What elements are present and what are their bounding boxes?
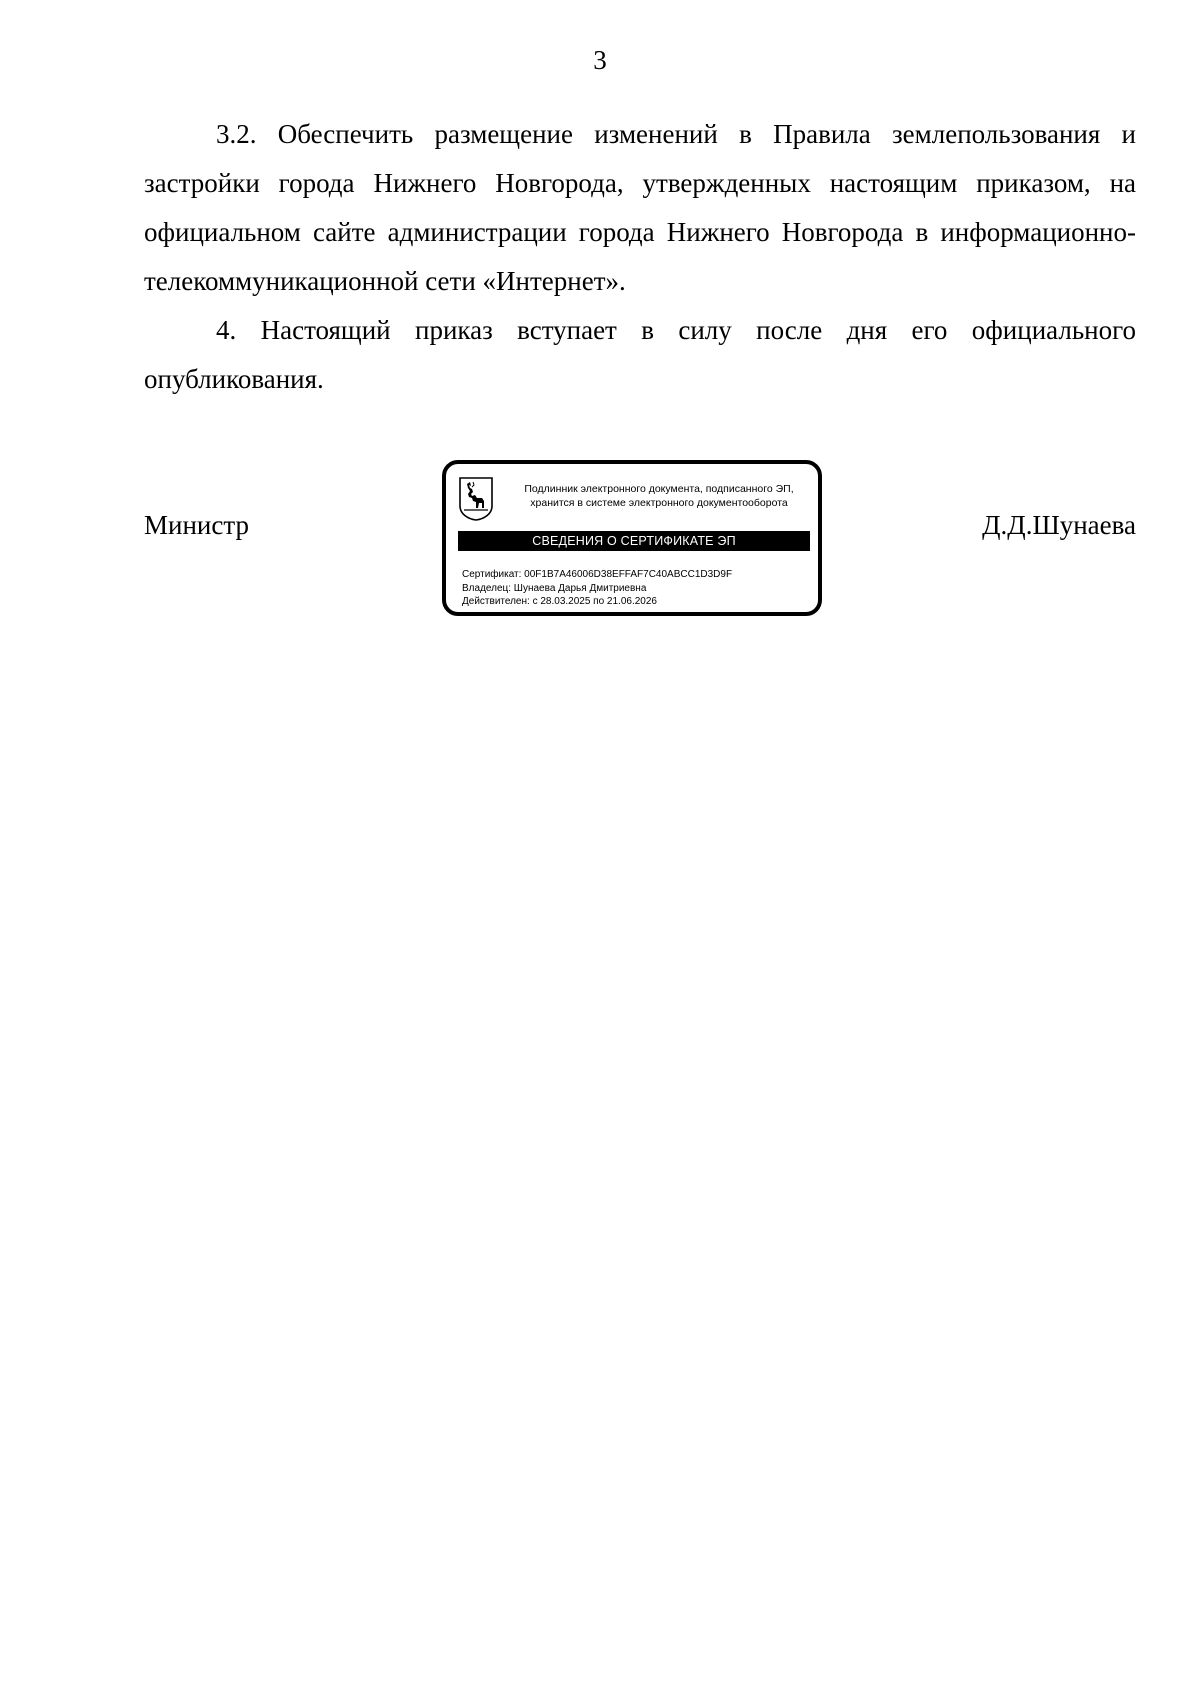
- stamp-title-bar: СВЕДЕНИЯ О СЕРТИФИКАТЕ ЭП: [458, 531, 810, 551]
- document-body: [144, 110, 1136, 404]
- signer-title: Министр: [144, 510, 249, 540]
- paragraph-4: 4. Настоящий приказ вступает в силу после дня его официального опубликования.: [144, 315, 1136, 394]
- deer-coat-of-arms-icon: [458, 476, 494, 522]
- signature-block: [144, 460, 1136, 620]
- stamp-header-line-1: Подлинник электронного документа, подписанного ЭП,: [524, 483, 794, 495]
- certificate-owner: Владелец: Шунаева Дарья Дмитриевна: [462, 582, 647, 594]
- paragraph-3-2: 3.2. Обеспечить размещение изменений в Правила землепользования и застройки города Нижнего Новгорода, утвержденных настоящим приказом, на официальном сайте администрации города Нижнего Новгорода в информационно-телекоммуникационной сети «Интернет».: [144, 119, 1136, 296]
- signer-name: Д.Д.Шунаева: [982, 510, 1136, 540]
- certificate-validity: Действителен: с 28.03.2025 по 21.06.2026: [462, 596, 657, 607]
- stamp-header-line-2: хранится в системе электронного документооборота: [530, 497, 788, 509]
- page-number: 3: [593, 45, 607, 75]
- certificate-number: Сертификат: 00F1B7A46006D38EFFAF7C40ABCC1D3D9F: [462, 569, 733, 580]
- electronic-signature-stamp: [442, 460, 822, 616]
- stamp-header: [504, 482, 814, 510]
- stamp-certificate-details: [462, 568, 812, 609]
